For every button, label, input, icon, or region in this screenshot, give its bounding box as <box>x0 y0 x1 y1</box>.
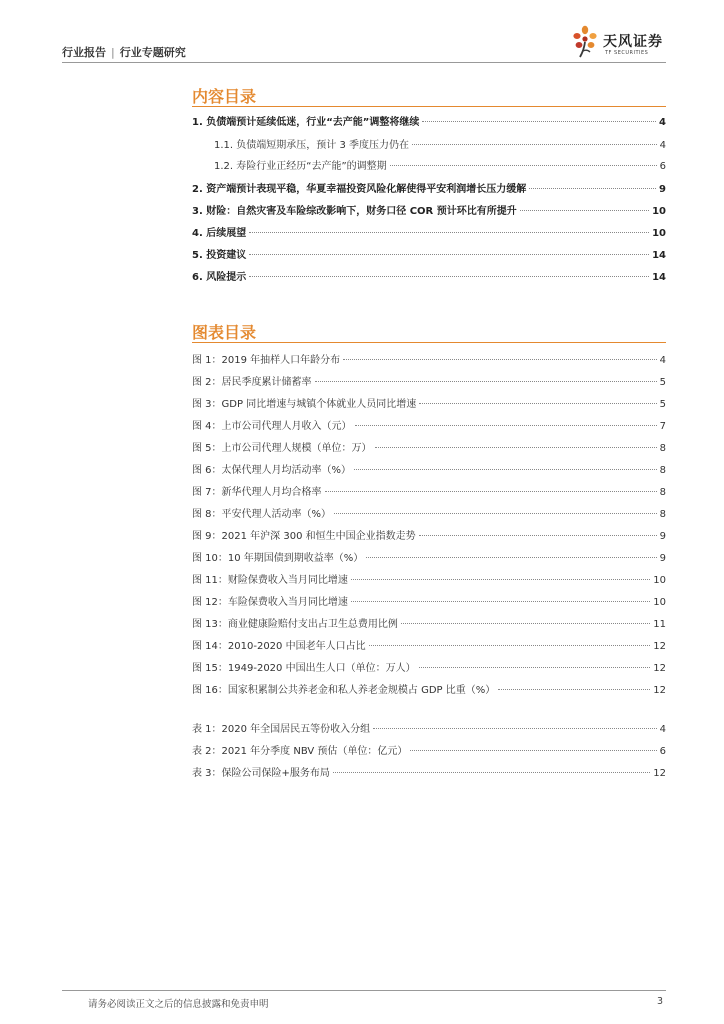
toc-leader <box>354 469 657 470</box>
figure-entry-page: 12 <box>653 663 666 674</box>
figure-entry-label: 图 14：2010-2020 中国老年人口占比 <box>192 641 366 652</box>
toc-leader <box>355 425 657 426</box>
toc-entry-label: 3. 财险：自然灾害及车险综改影响下，财务口径 COR 预计环比有所提升 <box>192 206 517 217</box>
toc-leader <box>315 381 657 382</box>
toc-leader <box>390 165 657 166</box>
flower-logo-icon <box>570 24 600 62</box>
toc-entry[interactable] <box>192 113 666 128</box>
figure-entry[interactable] <box>192 527 666 542</box>
figure-entry-label: 图 13：商业健康险赔付支出占卫生总费用比例 <box>192 619 398 630</box>
figure-entry[interactable] <box>192 637 666 652</box>
figure-entry-page: 11 <box>653 619 666 630</box>
toc-entry-page: 10 <box>652 206 666 217</box>
figure-entry-page: 10 <box>653 575 666 586</box>
toc-entry[interactable] <box>192 202 666 217</box>
table-entry[interactable] <box>192 742 666 757</box>
toc-entry-label: 1.2. 寿险行业正经历“去产能”的调整期 <box>214 161 387 172</box>
figure-entry-page: 10 <box>653 597 666 608</box>
figure-entry[interactable] <box>192 681 666 696</box>
footer-disclaimer: 请务必阅读正文之后的信息披露和免责申明 <box>88 999 269 1010</box>
figure-entry-page: 5 <box>659 377 666 388</box>
toc-leader <box>351 579 650 580</box>
toc-entry[interactable] <box>192 246 666 261</box>
toc-entry-label: 1.1. 负债端短期承压，预计 3 季度压力仍在 <box>214 140 409 151</box>
header-category: 行业报告 <box>62 46 106 59</box>
table-entry-label: 表 1：2020 年全国居民五等份收入分组 <box>192 724 371 735</box>
figure-entry[interactable] <box>192 505 666 520</box>
toc-leader <box>373 728 656 729</box>
footer-divider <box>62 990 666 991</box>
toc-entry[interactable] <box>192 224 666 239</box>
toc-entry-page: 4 <box>659 117 666 128</box>
figure-entry-page: 8 <box>659 509 666 520</box>
header-separator: | <box>111 46 115 59</box>
toc-leader <box>419 535 657 536</box>
figure-entry-label: 图 7：新华代理人月均合格率 <box>192 487 322 498</box>
figure-entry[interactable] <box>192 373 666 388</box>
toc-entry-label: 2. 资产端预计表现平稳，华夏幸福投资风险化解使得平安利润增长压力缓解 <box>192 184 527 195</box>
figure-entry-label: 图 16：国家积累制公共养老金和私人养老金规模占 GDP 比重（%） <box>192 685 496 696</box>
figure-entry-page: 9 <box>659 531 666 542</box>
figure-entry-label: 图 12：车险保费收入当月同比增速 <box>192 597 348 608</box>
figure-entry-page: 5 <box>659 399 666 410</box>
logo-chinese-name: 天风证券 <box>603 34 663 50</box>
figure-entry-label: 图 15：1949-2020 中国出生人口（单位：万人） <box>192 663 416 674</box>
figure-entry[interactable] <box>192 351 666 366</box>
toc-leader <box>498 689 650 690</box>
figure-entry-page: 8 <box>659 465 666 476</box>
figure-entry-page: 8 <box>659 487 666 498</box>
toc-entry-label: 4. 后续展望 <box>192 228 247 239</box>
figures-title: 图表目录 <box>192 323 257 342</box>
toc-leader <box>366 557 656 558</box>
toc-entry[interactable] <box>192 180 666 195</box>
figure-entry[interactable] <box>192 417 666 432</box>
toc-entry[interactable] <box>214 157 666 172</box>
figure-entry-label: 图 6：太保代理人月均活动率（%） <box>192 465 352 476</box>
toc-leader <box>343 359 656 360</box>
table-entry-page: 6 <box>659 746 666 757</box>
figure-entry[interactable] <box>192 549 666 564</box>
toc-leader <box>249 276 649 277</box>
table-entry[interactable] <box>192 720 666 735</box>
toc-entry-page: 9 <box>659 184 666 195</box>
toc-entry-page: 14 <box>652 250 666 261</box>
toc-entry-label: 1. 负债端预计延续低迷，行业“去产能”调整将继续 <box>192 117 420 128</box>
toc-leader <box>334 513 657 514</box>
toc-leader <box>419 403 656 404</box>
table-entry-page: 4 <box>659 724 666 735</box>
toc-leader <box>249 232 649 233</box>
figure-entry-page: 12 <box>653 641 666 652</box>
figure-entry-label: 图 10：10 年期国债到期收益率（%） <box>192 553 364 564</box>
figure-entry[interactable] <box>192 483 666 498</box>
figure-entry-page: 4 <box>659 355 666 366</box>
toc-entry-page: 10 <box>652 228 666 239</box>
figure-entry[interactable] <box>192 461 666 476</box>
figure-entry-label: 图 5：上市公司代理人规模（单位：万） <box>192 443 372 454</box>
figure-entry[interactable] <box>192 593 666 608</box>
toc-leader <box>375 447 657 448</box>
figure-entry-label: 图 8：平安代理人活动率（%） <box>192 509 332 520</box>
toc-leader <box>520 210 649 211</box>
figure-entry-label: 图 1：2019 年抽样人口年龄分布 <box>192 355 341 366</box>
figure-entry-page: 7 <box>659 421 666 432</box>
toc-leader <box>410 750 656 751</box>
figure-entry[interactable] <box>192 439 666 454</box>
contents-title-rule <box>192 106 666 107</box>
figure-entry-page: 9 <box>659 553 666 564</box>
figure-entry[interactable] <box>192 615 666 630</box>
toc-leader <box>369 645 651 646</box>
table-entry-label: 表 3：保险公司保险+服务布局 <box>192 768 330 779</box>
toc-leader <box>401 623 650 624</box>
figure-entry[interactable] <box>192 571 666 586</box>
figure-entry-label: 图 2：居民季度累计储蓄率 <box>192 377 312 388</box>
toc-leader <box>333 772 650 773</box>
toc-leader <box>412 144 657 145</box>
figure-entry[interactable] <box>192 395 666 410</box>
table-entry-page: 12 <box>653 768 666 779</box>
company-logo <box>570 24 680 64</box>
figure-entry-label: 图 4：上市公司代理人月收入（元） <box>192 421 352 432</box>
toc-entry-label: 5. 投资建议 <box>192 250 247 261</box>
figures-title-rule <box>192 342 666 343</box>
figure-entry-label: 图 9：2021 年沪深 300 和恒生中国企业指数走势 <box>192 531 416 542</box>
toc-entry-page: 6 <box>659 161 666 172</box>
header-breadcrumb <box>62 44 186 60</box>
table-entry-label: 表 2：2021 年分季度 NBV 预估（单位：亿元） <box>192 746 408 757</box>
figure-entry-page: 8 <box>659 443 666 454</box>
toc-entry[interactable] <box>192 268 666 283</box>
logo-english-name: TF SECURITIES <box>605 50 649 56</box>
toc-leader <box>529 188 656 189</box>
figure-entry-page: 12 <box>653 685 666 696</box>
figure-entry[interactable] <box>192 659 666 674</box>
figure-entry-label: 图 11：财险保费收入当月同比增速 <box>192 575 348 586</box>
toc-leader <box>422 121 656 122</box>
toc-leader <box>249 254 649 255</box>
toc-entry[interactable] <box>214 136 666 151</box>
toc-leader <box>325 491 657 492</box>
header-subcategory: 行业专题研究 <box>119 46 186 59</box>
figure-entry-label: 图 3：GDP 同比增速与城镇个体就业人员同比增速 <box>192 399 417 410</box>
toc-entry-label: 6. 风险提示 <box>192 272 247 283</box>
contents-title: 内容目录 <box>192 87 257 106</box>
toc-leader <box>419 667 651 668</box>
toc-entry-page: 4 <box>659 140 666 151</box>
toc-leader <box>351 601 650 602</box>
toc-entry-page: 14 <box>652 272 666 283</box>
page-number: 3 <box>657 996 664 1007</box>
table-entry[interactable] <box>192 764 666 779</box>
